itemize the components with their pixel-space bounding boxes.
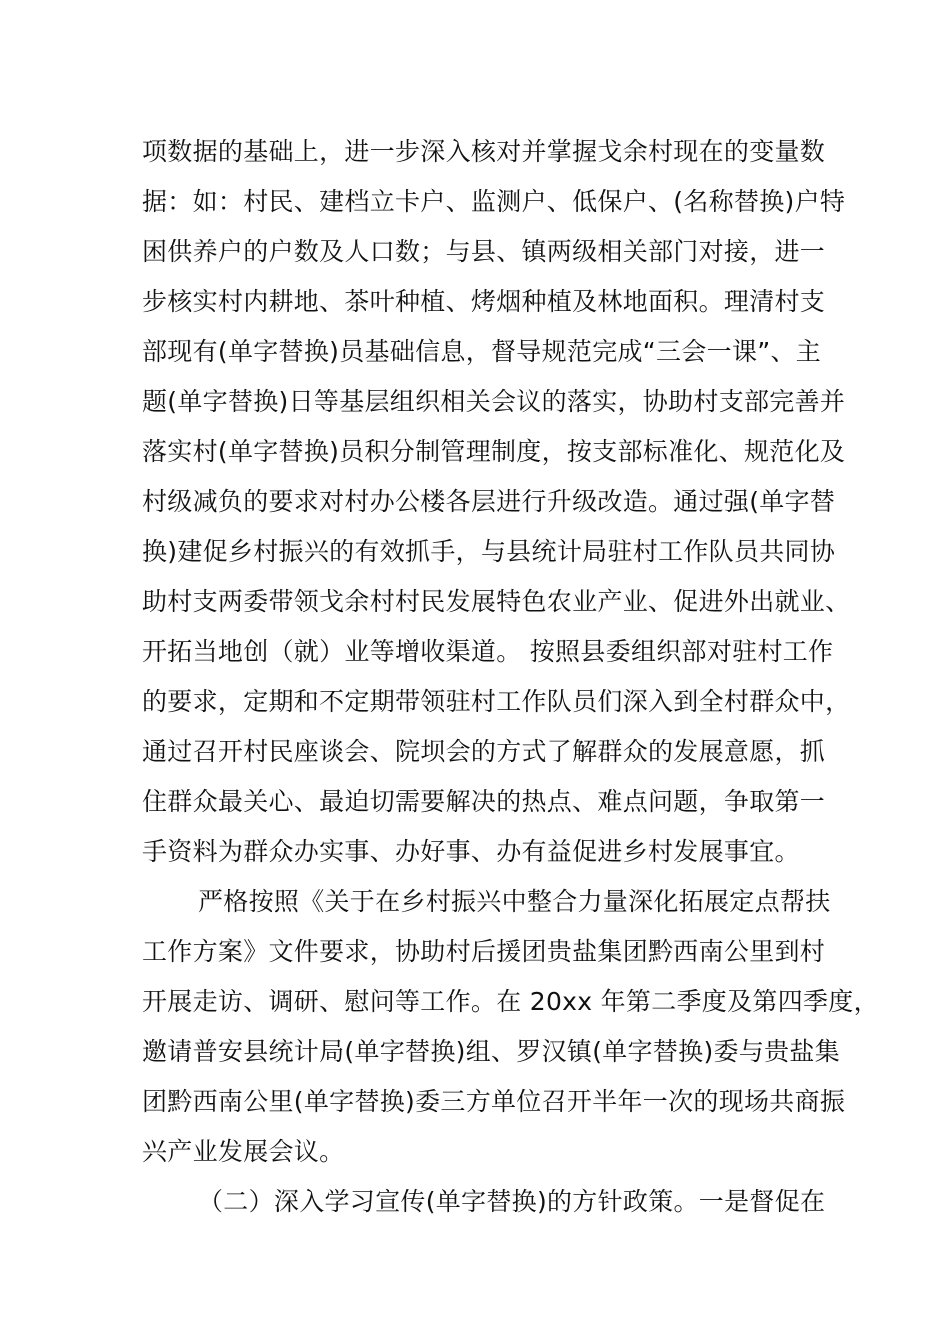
text-line: 落实村(单字替换)员积分制管理制度，按支部标准化、规范化及 [142, 437, 846, 466]
section-heading-line: （二）深入学习宣传(单字替换)的方针政策。一是督促在 [198, 1187, 826, 1216]
text-line: 手资料为群众办实事、办好事、办有益促进乡村发展事宜。 [142, 837, 800, 866]
text-line: 步核实村内耕地、茶叶种植、烤烟种植及林地面积。理清村支 [142, 287, 826, 316]
text-line: 困供养户的户数及人口数；与县、镇两级相关部门对接，进一 [142, 237, 826, 266]
text-line: 邀请普安县统计局(单字替换)组、罗汉镇(单字替换)委与贵盐集 [142, 1037, 841, 1066]
text-line: 工作方案》文件要求，协助村后援团贵盐集团黔西南公里到村 [142, 937, 826, 966]
text-line: 据：如：村民、建档立卡户、监测户、低保户、(名称替换)户特 [142, 187, 846, 216]
text-line: 项数据的基础上，进一步深入核对并掌握戈余村现在的变量数 [142, 137, 826, 166]
text-line: 住群众最关心、最迫切需要解决的热点、难点问题，争取第一 [142, 787, 826, 816]
text-line: 开拓当地创（就）业等增收渠道。 按照县委组织部对驻村工作 [142, 637, 834, 666]
text-line: 兴产业发展会议。 [142, 1137, 345, 1166]
text-line: 的要求，定期和不定期带领驻村工作队员们深入到全村群众中， [142, 687, 851, 716]
text-line: 村级减负的要求对村办公楼各层进行升级改造。通过强(单字替 [142, 487, 836, 516]
text-line: 题(单字替换)日等基层组织相关会议的落实，协助村支部完善并 [142, 387, 846, 416]
text-line: 换)建促乡村振兴的有效抓手，与县统计局驻村工作队员共同协 [142, 537, 836, 566]
text-line: 部现有(单字替换)员基础信息，督导规范完成“三会一课”、主 [142, 337, 822, 366]
text-line: 通过召开村民座谈会、院坝会的方式了解群众的发展意愿，抓 [142, 737, 826, 766]
text-line: 开展走访、调研、慰问等工作。在 20xx 年第二季度及第四季度， [142, 987, 879, 1016]
text-line: 团黔西南公里(单字替换)委三方单位召开半年一次的现场共商振 [142, 1087, 846, 1116]
paragraph-first-line: 严格按照《关于在乡村振兴中整合力量深化拓展定点帮扶 [198, 887, 831, 916]
text-line: 助村支两委带领戈余村村民发展特色农业产业、促进外出就业、 [142, 587, 851, 616]
